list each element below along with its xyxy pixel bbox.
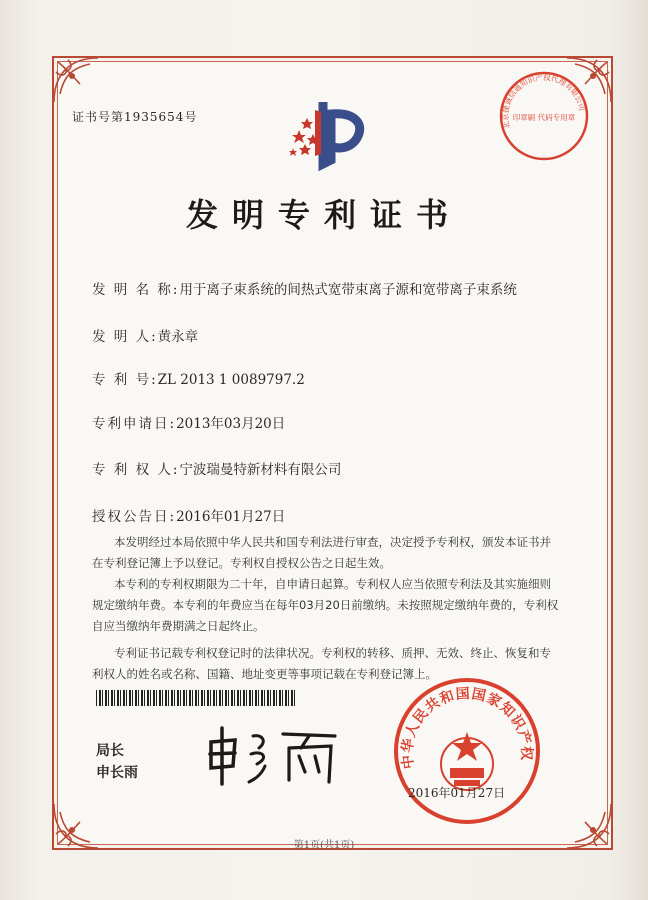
field-value: ZL 2013 1 0089797.2 (157, 372, 305, 388)
director-title: 局长 (96, 743, 124, 759)
field-inventor (92, 325, 198, 345)
body-paragraph: 本专利的专利权期限为二十年，自申请日起算。专利权人应当依照专利法及其实施细则规定缴纳年费。本专利的年费应当在每年03月20日前缴纳。未按照规定缴纳年费的，专利权自应当缴纳年费期满之日起终止。 (92, 577, 559, 633)
barcode (96, 690, 296, 706)
page-number: 第1页(共1页) (293, 840, 355, 851)
patent-office-logo (285, 94, 385, 174)
field-label: 授权公告日: (92, 509, 177, 525)
field-value: 宁波瑞曼特新材料有限公司 (179, 462, 342, 478)
field-filing-date (92, 412, 285, 432)
certificate-title: 发明专利证书 (185, 196, 462, 234)
field-value: 用于离子束系统的间热式宽带束离子源和宽带离子束系统 (179, 282, 517, 298)
body-paragraph: 本发明经过本局依照中华人民共和国专利法进行审查，决定授予专利权，颁发本证书并在专利登记簿上予以登记。专利权自授权公告之日起生效。 (92, 535, 551, 570)
field-patentee (92, 458, 341, 478)
certificate-number: 证书号第1935654号 (72, 110, 198, 124)
agency-seal-inner: 印章刷 代码专用章 (512, 113, 576, 122)
director-name: 申长雨 (96, 765, 138, 781)
corner-ornament (50, 54, 102, 106)
certificate-body (92, 532, 562, 685)
director-signature (205, 722, 340, 787)
body-paragraph: 专利证书记载专利权登记时的法律状况。专利权的转移、质押、无效、终止、恢复和专利权人的姓名或名称、国籍、地址变更等事项记载在专利登记簿上。 (92, 646, 551, 681)
field-label: 专 利 号: (92, 372, 158, 388)
official-seal (392, 676, 542, 826)
field-value: 2013年03月20日 (176, 416, 286, 432)
field-label: 专 利 权 人: (92, 462, 180, 478)
issue-date: 2016年01月27日 (408, 786, 506, 800)
field-label: 发 明 人: (92, 329, 158, 345)
director-block (96, 740, 138, 784)
field-value: 黄永章 (157, 329, 199, 345)
field-grant-date (92, 505, 285, 525)
field-invention-name (92, 278, 517, 298)
agency-seal (498, 70, 590, 162)
agency-seal-text: 北京捷诚信通知识产权代理有限公司 (500, 73, 587, 130)
field-value: 2016年01月27日 (176, 509, 286, 525)
field-label: 专利申请日: (92, 416, 177, 432)
field-label: 发 明 名 称: (92, 282, 180, 298)
field-patent-number (92, 368, 305, 388)
seal-text: 中华人民共和国国家知识产权 (399, 685, 535, 770)
